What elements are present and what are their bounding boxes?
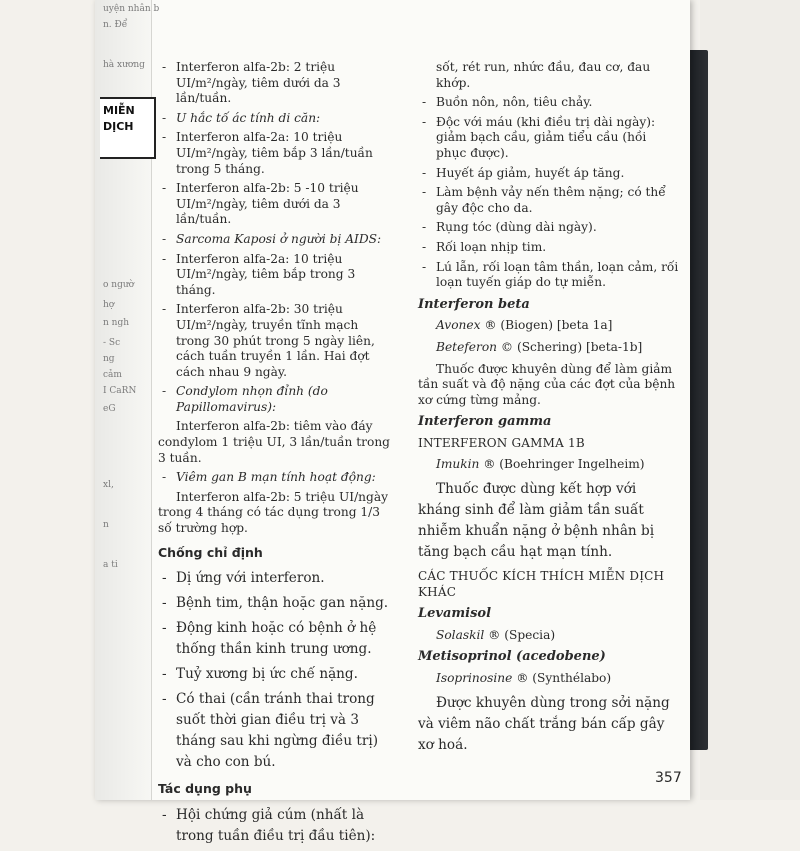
prev-fragment: - Sc bbox=[103, 338, 121, 348]
list-item: - Huyết áp giảm, huyết áp tăng. bbox=[422, 165, 625, 180]
prev-fragment: o ngườ bbox=[103, 280, 135, 290]
paragraph: Thuốc được khuyên dùng để làm giảm tần suất và độ nặng của các đợt của bệnh xơ cứng từng mảng. bbox=[418, 361, 676, 407]
list-item: - Làm bệnh vảy nến thêm nặng; có thể gây độc cho da. bbox=[422, 185, 666, 215]
list-item: - Rối loạn nhịp tim. bbox=[422, 239, 547, 254]
list-item: - Interferon alfa-2a: 10 triệu UI/m²/ngày, tiêm bắp 3 lần/tuần trong 5 tháng. bbox=[162, 130, 373, 176]
prev-fragment: a ti bbox=[103, 560, 118, 570]
brand-line: Beteferon © (Schering) [beta-1b] bbox=[436, 339, 643, 354]
caps-heading: INTERFERON GAMMA 1B bbox=[418, 435, 585, 450]
list-item-heading: - Condylom nhọn đỉnh (do Papillomavirus): bbox=[162, 384, 328, 414]
brand-line: Imukin ® (Boehringer Ingelheim) bbox=[436, 457, 645, 472]
list-item: - Tuỷ xương bị ức chế nặng. bbox=[162, 666, 358, 683]
list-item-heading: - Viêm gan B mạn tính hoạt động: bbox=[162, 470, 376, 485]
list-item: - Interferon alfa-2b: 2 triệu UI/m²/ngày, tiêm dưới da 3 lần/tuần. bbox=[162, 60, 341, 106]
section-heading-contraindications: Chống chỉ định bbox=[158, 544, 263, 560]
paragraph: Được khuyên dùng trong sởi nặng và viêm não chất trắng bán cấp gây xơ hoá. bbox=[418, 694, 670, 753]
right-column bbox=[418, 60, 680, 760]
heading-interferon-gamma: Interferon gamma bbox=[418, 414, 552, 430]
heading-interferon-beta: Interferon beta bbox=[418, 296, 530, 312]
paragraph: Interferon alfa-2b: 5 triệu UI/ngày trong 4 tháng có tác dụng trong 1/3 số trường hợp. bbox=[158, 489, 388, 536]
list-item-heading: - Sarcoma Kaposi ở người bị AIDS: bbox=[162, 231, 382, 246]
prev-fragment: I CaRN bbox=[103, 386, 137, 396]
chapter-tab: MIỄN DỊCH bbox=[100, 97, 156, 159]
heading-levamisol: Levamisol bbox=[418, 606, 492, 622]
list-item: - Hội chứng giả cúm (nhất là trong tuần điều trị đầu tiên): bbox=[162, 806, 376, 844]
list-item: - Lú lẫn, rối loạn tâm thần, loạn cảm, rối loạn tuyến giáp do tự miễn. bbox=[422, 259, 679, 290]
list-item: - Động kinh hoặc có bệnh ở hệ thống thần kinh trung ương. bbox=[162, 620, 377, 658]
brand-line: Avonex ® (Biogen) [beta 1a] bbox=[436, 318, 613, 333]
list-item: - Độc với máu (khi điều trị dài ngày): giảm bạch cầu, giảm tiểu cầu (hồi phục được). bbox=[422, 114, 656, 160]
list-item: - Rụng tóc (dùng dài ngày). bbox=[422, 220, 597, 235]
list-item: - Bệnh tim, thận hoặc gan nặng. bbox=[162, 595, 389, 612]
heading-metisoprinol: Metisoprinol (acedobene) bbox=[418, 649, 606, 665]
prev-fragment: cảm bbox=[103, 370, 122, 380]
paragraph: Interferon alfa-2b: tiêm vào đáy condylom 1 triệu UI, 3 lần/tuần trong 3 tuần. bbox=[158, 419, 390, 465]
prev-fragment: ng bbox=[103, 354, 115, 364]
list-item: - Interferon alfa-2b: 5 -10 triệu UI/m²/ngày, tiêm dưới da 3 lần/tuần. bbox=[162, 181, 359, 227]
prev-fragment: n bbox=[103, 520, 109, 530]
prev-fragment: xl, bbox=[103, 480, 114, 490]
continued-text: sốt, rét run, nhức đầu, đau cơ, đau khớp. bbox=[436, 60, 651, 90]
list-item: - Interferon alfa-2b: 30 triệu UI/m²/ngày, truyền tĩnh mạch trong 30 phút trong 5 ngày liên, cách tuần truyền 1 lần. Hai đợt cách nhau 9 ngày. bbox=[162, 302, 375, 379]
prev-fragment: n ngh bbox=[103, 318, 130, 328]
brand-line: Isoprinosine ® (Synthélabo) bbox=[436, 671, 612, 686]
list-item: - Buồn nôn, nôn, tiêu chảy. bbox=[422, 95, 593, 110]
page-number: 357 bbox=[655, 770, 682, 786]
left-column bbox=[158, 60, 394, 851]
prev-fragment: hợ bbox=[103, 300, 115, 310]
list-item: - Có thai (cần tránh thai trong suốt thời gian điều trị và 3 tháng sau khi ngừng điều trị) và cho con bú. bbox=[162, 691, 379, 771]
list-item: - Dị ứng với interferon. bbox=[162, 570, 325, 587]
prev-fragment: eG bbox=[103, 404, 116, 414]
caps-heading: CÁC THUỐC KÍCH THÍCH MIỄN DỊCH KHÁC bbox=[418, 569, 665, 599]
paragraph: Thuốc được dùng kết hợp với kháng sinh để làm giảm tần suất nhiễm khuẩn nặng ở bệnh nhân bị tăng bạch cầu hạt mạn tính. bbox=[418, 481, 655, 561]
prev-fragment: hà xương bbox=[103, 60, 145, 70]
background bbox=[700, 0, 800, 800]
list-item-heading: - U hắc tố ác tính di căn: bbox=[162, 110, 321, 125]
prev-fragment: uyện nhân b bbox=[103, 4, 160, 14]
section-heading-side-effects: Tác dụng phụ bbox=[158, 781, 252, 797]
brand-line: Solaskil ® (Specia) bbox=[436, 627, 556, 642]
list-item: - Interferon alfa-2a: 10 triệu UI/m²/ngày, tiêm bắp trong 3 tháng. bbox=[162, 251, 356, 297]
prev-fragment: n. Để bbox=[103, 20, 128, 30]
